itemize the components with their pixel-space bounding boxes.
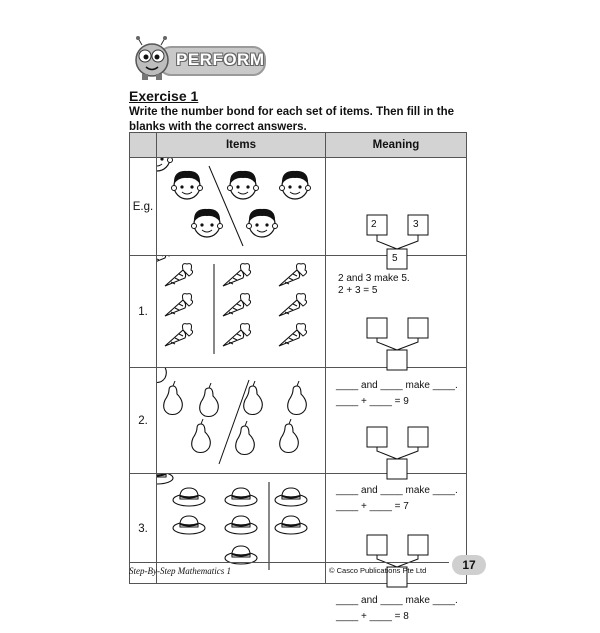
exercise-title: Exercise 1 (129, 88, 199, 104)
table-row (130, 368, 467, 474)
blank-line-2: ____ + ____ = 7 (336, 500, 409, 512)
meaning-cell (326, 256, 467, 407)
row-label: E.g. (130, 158, 157, 256)
boy-face-icon (157, 158, 325, 250)
table-row (130, 256, 467, 368)
blank-line-1: ____ and ____ make ____. (336, 594, 458, 606)
row-label: 2. (130, 368, 157, 474)
pear-icon (157, 368, 325, 468)
table-row (130, 158, 467, 256)
meaning-cell (326, 158, 467, 296)
bond-part-b: 3 (413, 218, 419, 230)
bond-part-a: 2 (371, 218, 377, 230)
row-label: 1. (130, 256, 157, 368)
blank-line-2: ____ + ____ = 9 (336, 395, 409, 407)
row-label: 3. (130, 474, 157, 584)
page-number: 17 (452, 555, 486, 575)
carrot-icon (157, 256, 325, 362)
worksheet-table (129, 132, 467, 622)
exercise-instruction: Write the number bond for each set of items. Then fill in the blanks with the correct answers. (129, 106, 455, 133)
footer-book-title: Step-By-Step Mathematics 1 (129, 566, 231, 576)
header-meaning: Meaning (326, 133, 467, 158)
header-blank (130, 133, 157, 158)
bond-whole: 5 (392, 252, 398, 264)
table-header-row (130, 133, 467, 158)
items-cell (157, 256, 326, 368)
example-line-1: 2 and 3 make 5. (338, 272, 410, 284)
footer-divider (129, 562, 449, 563)
meaning-cell (326, 368, 467, 512)
blank-line-2: ____ + ____ = 8 (336, 610, 409, 622)
mascot-icon (128, 36, 178, 82)
header-items: Items (157, 133, 326, 158)
banner-label: PERFORM (176, 50, 265, 69)
items-cell (157, 368, 326, 474)
footer-publisher: © Casco Publications Pte Ltd (329, 566, 427, 575)
blank-line-1: ____ and ____ make ____. (336, 379, 458, 391)
items-cell (157, 158, 326, 256)
blank-line-1: ____ and ____ make ____. (336, 484, 458, 496)
example-line-2: 2 + 3 = 5 (338, 284, 378, 296)
perform-banner (128, 36, 266, 82)
